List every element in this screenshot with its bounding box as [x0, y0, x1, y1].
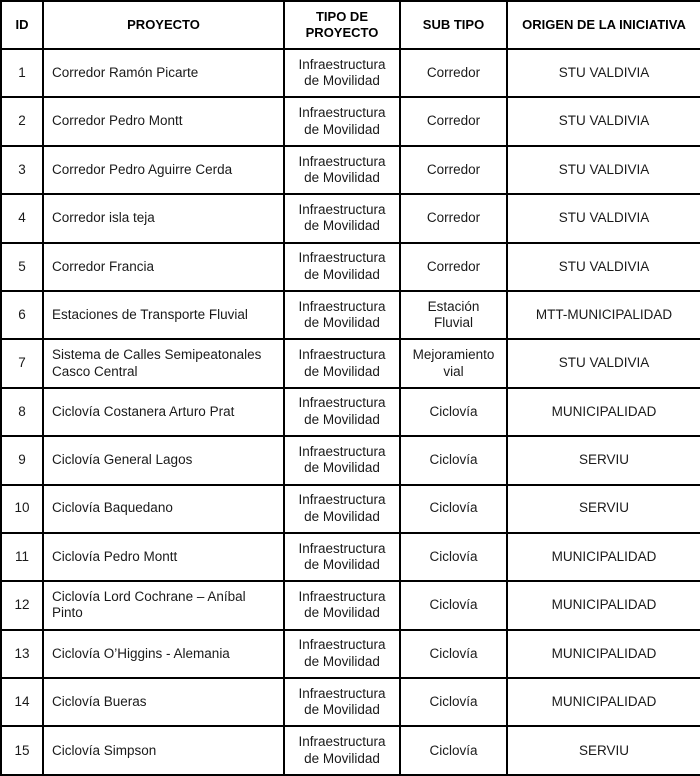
cell-tipo: Infraestructura de Movilidad	[284, 388, 400, 436]
table-row	[1, 97, 700, 145]
cell-id: 5	[1, 243, 43, 291]
cell-subtipo: Ciclovía	[400, 726, 507, 775]
cell-subtipo: Ciclovía	[400, 485, 507, 533]
cell-proyecto: Corredor Pedro Montt	[43, 97, 284, 145]
cell-subtipo: Ciclovía	[400, 678, 507, 726]
table-row	[1, 194, 700, 242]
cell-proyecto: Ciclovía Pedro Montt	[43, 533, 284, 581]
column-header-tipo: TIPO DE PROYECTO	[284, 1, 400, 49]
table-row	[1, 630, 700, 678]
cell-tipo: Infraestructura de Movilidad	[284, 485, 400, 533]
cell-proyecto: Ciclovía Lord Cochrane – Aníbal Pinto	[43, 581, 284, 629]
cell-subtipo: Estación Fluvial	[400, 291, 507, 339]
column-header-origen: ORIGEN DE LA INICIATIVA	[507, 1, 700, 49]
cell-origen: MUNICIPALIDAD	[507, 630, 700, 678]
cell-subtipo: Ciclovía	[400, 388, 507, 436]
cell-proyecto: Ciclovía Baquedano	[43, 485, 284, 533]
table-body	[1, 49, 700, 775]
cell-id: 8	[1, 388, 43, 436]
cell-id: 11	[1, 533, 43, 581]
cell-subtipo: Corredor	[400, 146, 507, 194]
cell-proyecto: Ciclovía Simpson	[43, 726, 284, 775]
column-header-proyecto: PROYECTO	[43, 1, 284, 49]
cell-tipo: Infraestructura de Movilidad	[284, 436, 400, 484]
cell-id: 4	[1, 194, 43, 242]
cell-origen: MUNICIPALIDAD	[507, 678, 700, 726]
cell-origen: STU VALDIVIA	[507, 49, 700, 97]
cell-subtipo: Ciclovía	[400, 581, 507, 629]
cell-id: 12	[1, 581, 43, 629]
cell-origen: MUNICIPALIDAD	[507, 581, 700, 629]
cell-tipo: Infraestructura de Movilidad	[284, 243, 400, 291]
cell-id: 15	[1, 726, 43, 775]
cell-origen: STU VALDIVIA	[507, 194, 700, 242]
cell-tipo: Infraestructura de Movilidad	[284, 146, 400, 194]
table-row	[1, 436, 700, 484]
cell-tipo: Infraestructura de Movilidad	[284, 97, 400, 145]
cell-origen: MUNICIPALIDAD	[507, 388, 700, 436]
table-row	[1, 146, 700, 194]
cell-origen: STU VALDIVIA	[507, 146, 700, 194]
cell-origen: SERVIU	[507, 436, 700, 484]
cell-tipo: Infraestructura de Movilidad	[284, 291, 400, 339]
table-row	[1, 678, 700, 726]
cell-id: 6	[1, 291, 43, 339]
table-row	[1, 726, 700, 775]
cell-proyecto: Sistema de Calles Semipeatonales Casco Central	[43, 339, 284, 387]
column-header-id: ID	[1, 1, 43, 49]
cell-subtipo: Ciclovía	[400, 630, 507, 678]
cell-subtipo: Corredor	[400, 194, 507, 242]
cell-subtipo: Ciclovía	[400, 436, 507, 484]
cell-tipo: Infraestructura de Movilidad	[284, 194, 400, 242]
cell-id: 14	[1, 678, 43, 726]
cell-subtipo: Corredor	[400, 243, 507, 291]
cell-tipo: Infraestructura de Movilidad	[284, 630, 400, 678]
cell-id: 13	[1, 630, 43, 678]
table-row	[1, 291, 700, 339]
table-row	[1, 388, 700, 436]
cell-tipo: Infraestructura de Movilidad	[284, 339, 400, 387]
table-row	[1, 339, 700, 387]
column-header-subtipo: SUB TIPO	[400, 1, 507, 49]
table-row	[1, 49, 700, 97]
cell-proyecto: Corredor Ramón Picarte	[43, 49, 284, 97]
cell-proyecto: Ciclovía O’Higgins - Alemania	[43, 630, 284, 678]
cell-origen: STU VALDIVIA	[507, 339, 700, 387]
cell-subtipo: Ciclovía	[400, 533, 507, 581]
cell-id: 10	[1, 485, 43, 533]
cell-proyecto: Ciclovía General Lagos	[43, 436, 284, 484]
cell-proyecto: Ciclovía Costanera Arturo Prat	[43, 388, 284, 436]
cell-origen: SERVIU	[507, 485, 700, 533]
cell-id: 1	[1, 49, 43, 97]
cell-subtipo: Corredor	[400, 97, 507, 145]
table-header-row	[1, 1, 700, 49]
table-row	[1, 581, 700, 629]
cell-proyecto: Ciclovía Bueras	[43, 678, 284, 726]
cell-id: 9	[1, 436, 43, 484]
cell-subtipo: Corredor	[400, 49, 507, 97]
cell-id: 2	[1, 97, 43, 145]
cell-tipo: Infraestructura de Movilidad	[284, 678, 400, 726]
cell-proyecto: Estaciones de Transporte Fluvial	[43, 291, 284, 339]
cell-origen: SERVIU	[507, 726, 700, 775]
table-row	[1, 243, 700, 291]
table-row	[1, 485, 700, 533]
cell-proyecto: Corredor Francia	[43, 243, 284, 291]
cell-tipo: Infraestructura de Movilidad	[284, 726, 400, 775]
cell-proyecto: Corredor isla teja	[43, 194, 284, 242]
cell-subtipo: Mejoramiento vial	[400, 339, 507, 387]
cell-origen: MUNICIPALIDAD	[507, 533, 700, 581]
cell-origen: MTT-MUNICIPALIDAD	[507, 291, 700, 339]
cell-origen: STU VALDIVIA	[507, 243, 700, 291]
table-row	[1, 533, 700, 581]
cell-tipo: Infraestructura de Movilidad	[284, 581, 400, 629]
cell-proyecto: Corredor Pedro Aguirre Cerda	[43, 146, 284, 194]
cell-tipo: Infraestructura de Movilidad	[284, 49, 400, 97]
cell-origen: STU VALDIVIA	[507, 97, 700, 145]
cell-id: 7	[1, 339, 43, 387]
cell-tipo: Infraestructura de Movilidad	[284, 533, 400, 581]
cell-id: 3	[1, 146, 43, 194]
